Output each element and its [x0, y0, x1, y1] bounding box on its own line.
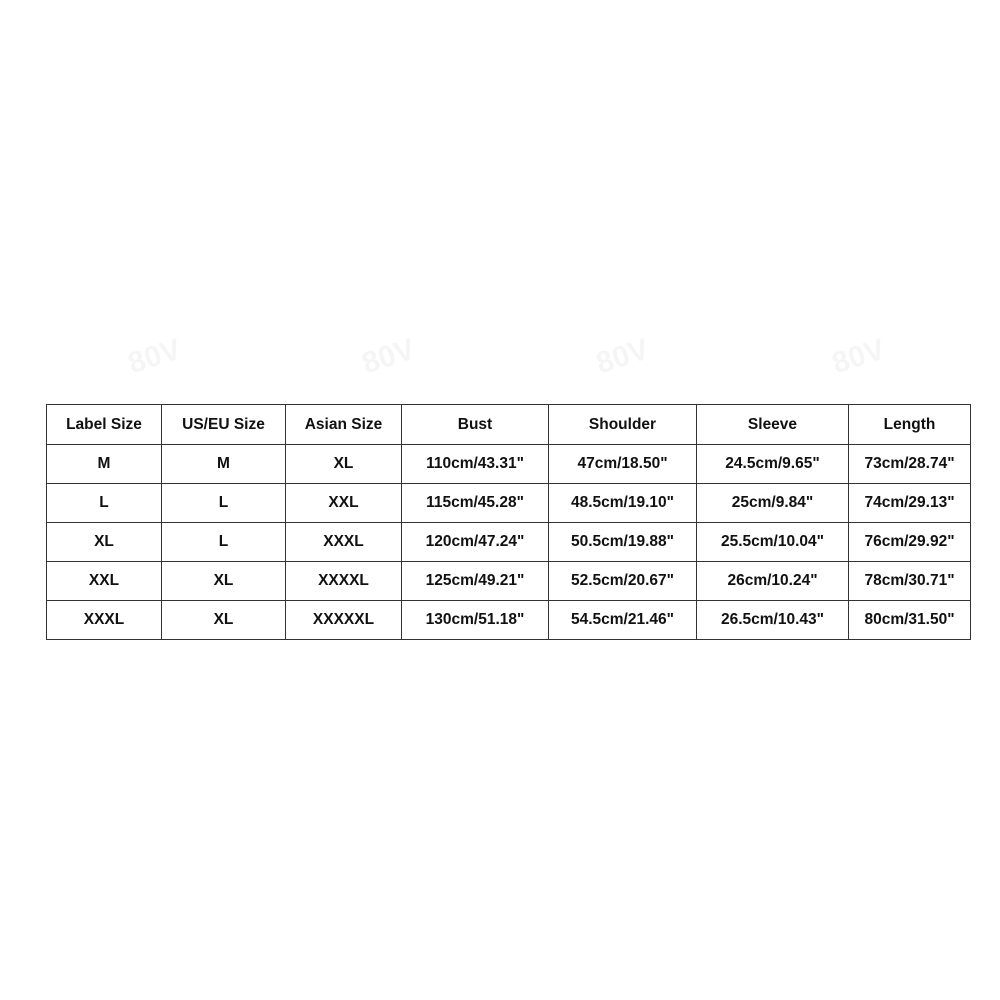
cell-asian-size: XXXXL — [286, 562, 402, 601]
table-row — [47, 601, 971, 640]
cell-bust: 120cm/47.24" — [402, 523, 549, 562]
cell-length: 74cm/29.13" — [849, 484, 971, 523]
cell-bust: 130cm/51.18" — [402, 601, 549, 640]
cell-us-eu-size: L — [162, 484, 286, 523]
cell-shoulder: 54.5cm/21.46" — [549, 601, 697, 640]
header-us-eu-size: US/EU Size — [162, 405, 286, 445]
size-chart-table — [46, 404, 971, 640]
cell-us-eu-size: XL — [162, 562, 286, 601]
watermark-text — [124, 333, 185, 382]
cell-asian-size: XXL — [286, 484, 402, 523]
table-row — [47, 562, 971, 601]
cell-shoulder: 50.5cm/19.88" — [549, 523, 697, 562]
watermark-text — [592, 333, 653, 382]
header-shoulder: Shoulder — [549, 405, 697, 445]
cell-us-eu-size: XL — [162, 601, 286, 640]
cell-sleeve: 25.5cm/10.04" — [697, 523, 849, 562]
cell-bust: 115cm/45.28" — [402, 484, 549, 523]
cell-length: 76cm/29.92" — [849, 523, 971, 562]
cell-asian-size: XL — [286, 445, 402, 484]
cell-bust: 125cm/49.21" — [402, 562, 549, 601]
header-bust: Bust — [402, 405, 549, 445]
cell-asian-size: XXXL — [286, 523, 402, 562]
cell-shoulder: 48.5cm/19.10" — [549, 484, 697, 523]
cell-sleeve: 24.5cm/9.65" — [697, 445, 849, 484]
cell-us-eu-size: M — [162, 445, 286, 484]
header-sleeve: Sleeve — [697, 405, 849, 445]
table-row — [47, 523, 971, 562]
cell-sleeve: 26.5cm/10.43" — [697, 601, 849, 640]
cell-label-size: XXL — [47, 562, 162, 601]
cell-length: 73cm/28.74" — [849, 445, 971, 484]
header-length: Length — [849, 405, 971, 445]
cell-label-size: L — [47, 484, 162, 523]
header-row — [47, 405, 971, 445]
cell-length: 80cm/31.50" — [849, 601, 971, 640]
cell-sleeve: 25cm/9.84" — [697, 484, 849, 523]
cell-length: 78cm/30.71" — [849, 562, 971, 601]
cell-shoulder: 47cm/18.50" — [549, 445, 697, 484]
watermark-text — [828, 333, 889, 382]
cell-sleeve: 26cm/10.24" — [697, 562, 849, 601]
table-row — [47, 445, 971, 484]
watermark-text — [358, 333, 419, 382]
table-row — [47, 484, 971, 523]
cell-shoulder: 52.5cm/20.67" — [549, 562, 697, 601]
cell-label-size: XXXL — [47, 601, 162, 640]
cell-label-size: XL — [47, 523, 162, 562]
cell-label-size: M — [47, 445, 162, 484]
cell-asian-size: XXXXXL — [286, 601, 402, 640]
header-asian-size: Asian Size — [286, 405, 402, 445]
header-label-size: Label Size — [47, 405, 162, 445]
cell-bust: 110cm/43.31" — [402, 445, 549, 484]
cell-us-eu-size: L — [162, 523, 286, 562]
